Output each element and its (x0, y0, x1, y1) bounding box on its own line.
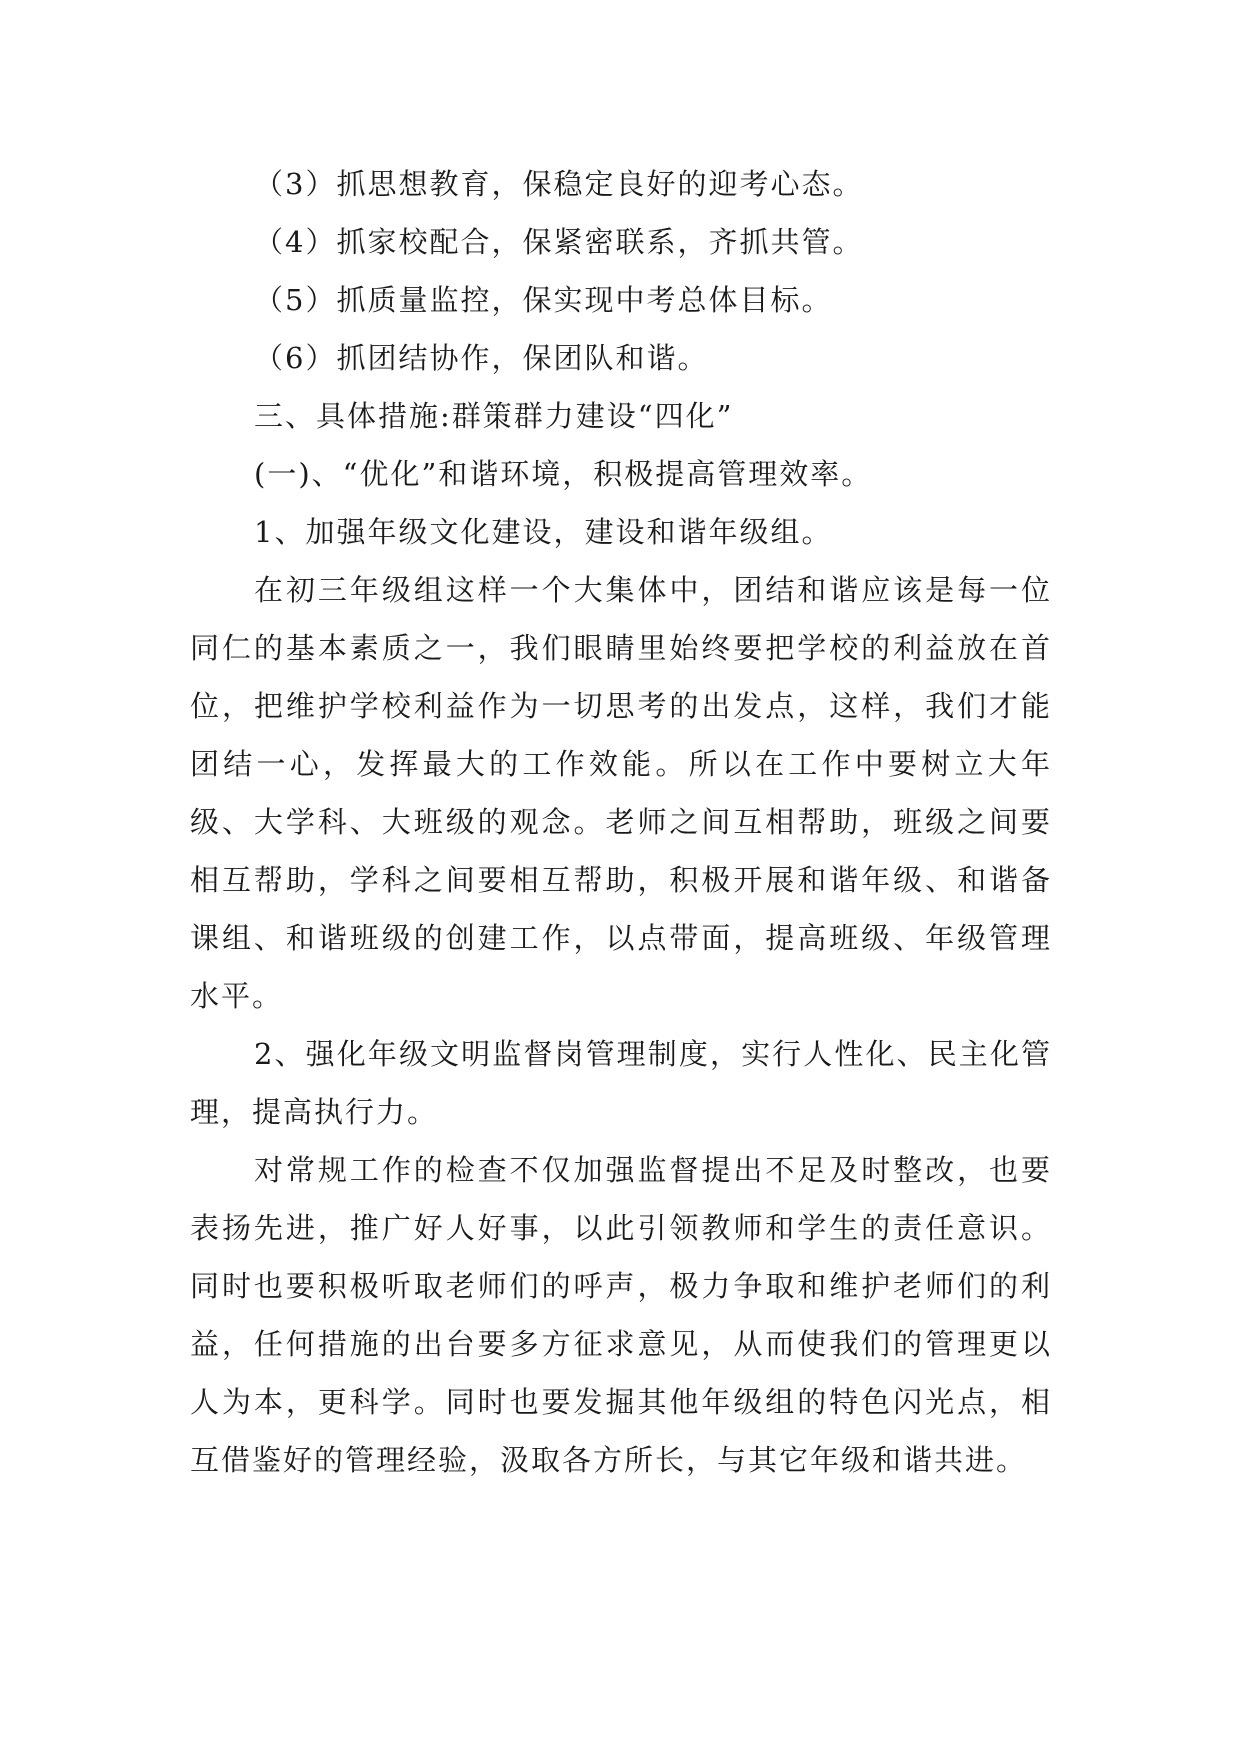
point-heading-supervision: 2、强化年级文明监督岗管理制度，实行人性化、民主化管理，提高执行力。 (190, 1037, 1052, 1129)
paragraph-supervision-body: 对常规工作的检查不仅加强监督提出不足及时整改，也要表扬先进，推广好人好事，以此引领教师和学生的责任意识。同时也要积极听取老师们的呼声，极力争取和维护老师们的利益，任何措施的出台要多方征求意见，从而使我们的管理更以人为本，更科学。同时也要发掘其他年级组的特色闪光点，相互借鉴好的管理经验，汲取各方所长，与其它年级和谐共进。 (190, 1153, 1052, 1477)
paragraph-item-4: （4）抓家校配合，保紧密联系，齐抓共管。 (254, 225, 864, 259)
paragraph-culture-body: 在初三年级组这样一个大集体中，团结和谐应该是每一位同仁的基本素质之一，我们眼睛里始终要把学校的利益放在首位，把维护学校利益作为一切思考的出发点，这样，我们才能团结一心，发挥最大的工作效能。所以在工作中要树立大年级、大学科、大班级的观念。老师之间互相帮助，班级之间要相互帮助，学科之间要相互帮助，积极开展和谐年级、和谐备课组、和谐班级的创建工作，以点带面，提高班级、年级管理水平。 (190, 573, 1052, 1013)
point-heading-culture: 1、加强年级文化建设，建设和谐年级组。 (254, 515, 833, 549)
paragraph-item-3: （3）抓思想教育，保稳定良好的迎考心态。 (254, 167, 864, 201)
document-body (190, 155, 1052, 1489)
section-heading-measures: 三、具体措施:群策群力建设“四化” (254, 399, 734, 433)
subsection-heading-optimize: (一)、“优化”和谐环境，积极提高管理效率。 (254, 457, 873, 491)
paragraph-item-5: （5）抓质量监控，保实现中考总体目标。 (254, 283, 833, 317)
paragraph-item-6: （6）抓团结协作，保团队和谐。 (254, 341, 709, 375)
